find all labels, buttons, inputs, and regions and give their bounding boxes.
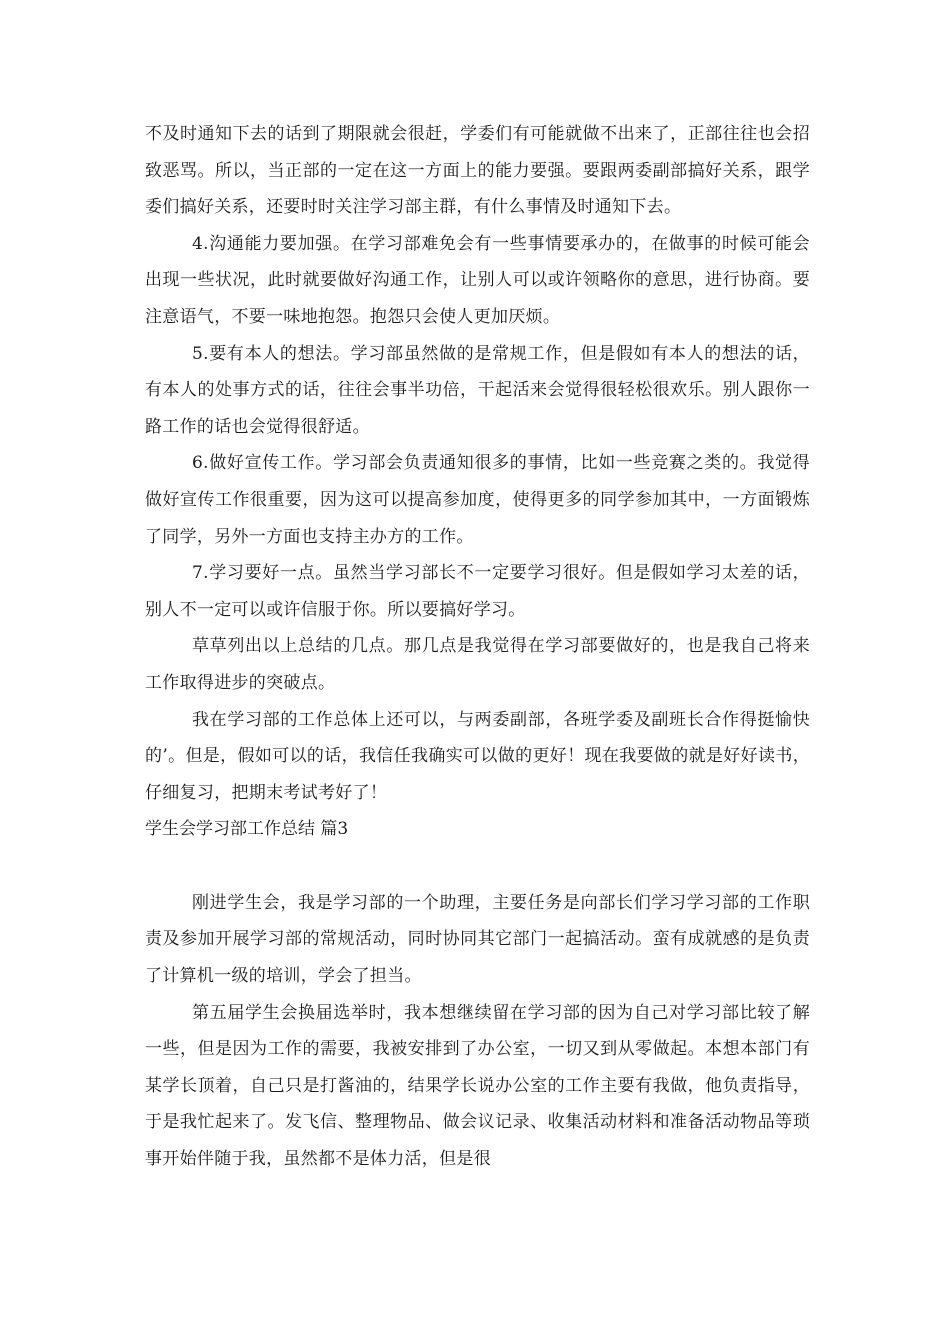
paragraph: 第五届学生会换届选举时，我本想继续留在学习部的因为自己对学习部比较了解一些，但是因为工作的需要，我被安排到了办公室，一切又到从零做起。本想本部门有某学长顶着，自己只是打酱油的，结果学长说办公室的工作主要有我做，他负责指导，于是我忙起来了。发飞信、整理物品、做会议记录、收集活动材料和准备活动物品等琐事开始伴随于我，虽然都不是体力活，但是很 [145,1002,810,1170]
paragraph: 4.沟通能力要加强。在学习部难免会有一些事情要承办的，在做事的时候可能会出现一些状况，此时就要做好沟通工作，让别人可以或许领略你的意思，进行协商。要注意语气，不要一味地抱怨。抱怨只会使人更加厌烦。 [145,233,810,327]
paragraph: 5.要有本人的想法。学习部虽然做的是常规工作，但是假如有本人的想法的话，有本人的处事方式的话，往往会事半功倍，干起活来会觉得很轻松很欢乐。别人跟你一路工作的话也会觉得很舒适。 [145,343,810,437]
blank-line [145,848,810,885]
paragraph: 草草列出以上总结的几点。那几点是我觉得在学习部要做好的，也是我自己将来工作取得进步的突破点。 [145,636,810,693]
paragraph: 刚进学生会，我是学习部的一个助理，主要任务是向部长们学习学习部的工作职责及参加开展学习部的常规活动，同时协同其它部门一起搞活动。蛮有成就感的是负责了计算机一级的培训，学会了担当。 [145,892,810,987]
document-body [145,116,810,1178]
paragraph: 7.学习要好一点。虽然当学习部长不一定要学习很好。但是假如学习太差的话，别人不一定可以或许信服于你。所以要搞好学习。 [145,563,810,620]
section-heading: 学生会学习部工作总结 篇3 [145,819,349,840]
paragraph: 不及时通知下去的话到了期限就会很赶，学委们有可能就做不出来了，正部往往也会招致恶骂。所以，当正部的一定在这一方面上的能力要强。要跟两委副部搞好关系，跟学委们搞好关系，还要时时关注学习部主群，有什么事情及时通知下去。 [145,124,810,218]
paragraph: 我在学习部的工作总体上还可以，与两委副部，各班学委及副班长合作得挺愉快的’。但是，假如可以的话，我信任我确实可以做的更好！现在我要做的就是好好读书，仔细复习，把期末考试考好了！ [145,709,810,803]
paragraph: 6.做好宣传工作。学习部会负责通知很多的事情，比如一些竞赛之类的。我觉得做好宣传工作很重要，因为这可以提高参加度，使得更多的同学参加其中，一方面锻炼了同学，另外一方面也支持主办方的工作。 [145,453,810,547]
